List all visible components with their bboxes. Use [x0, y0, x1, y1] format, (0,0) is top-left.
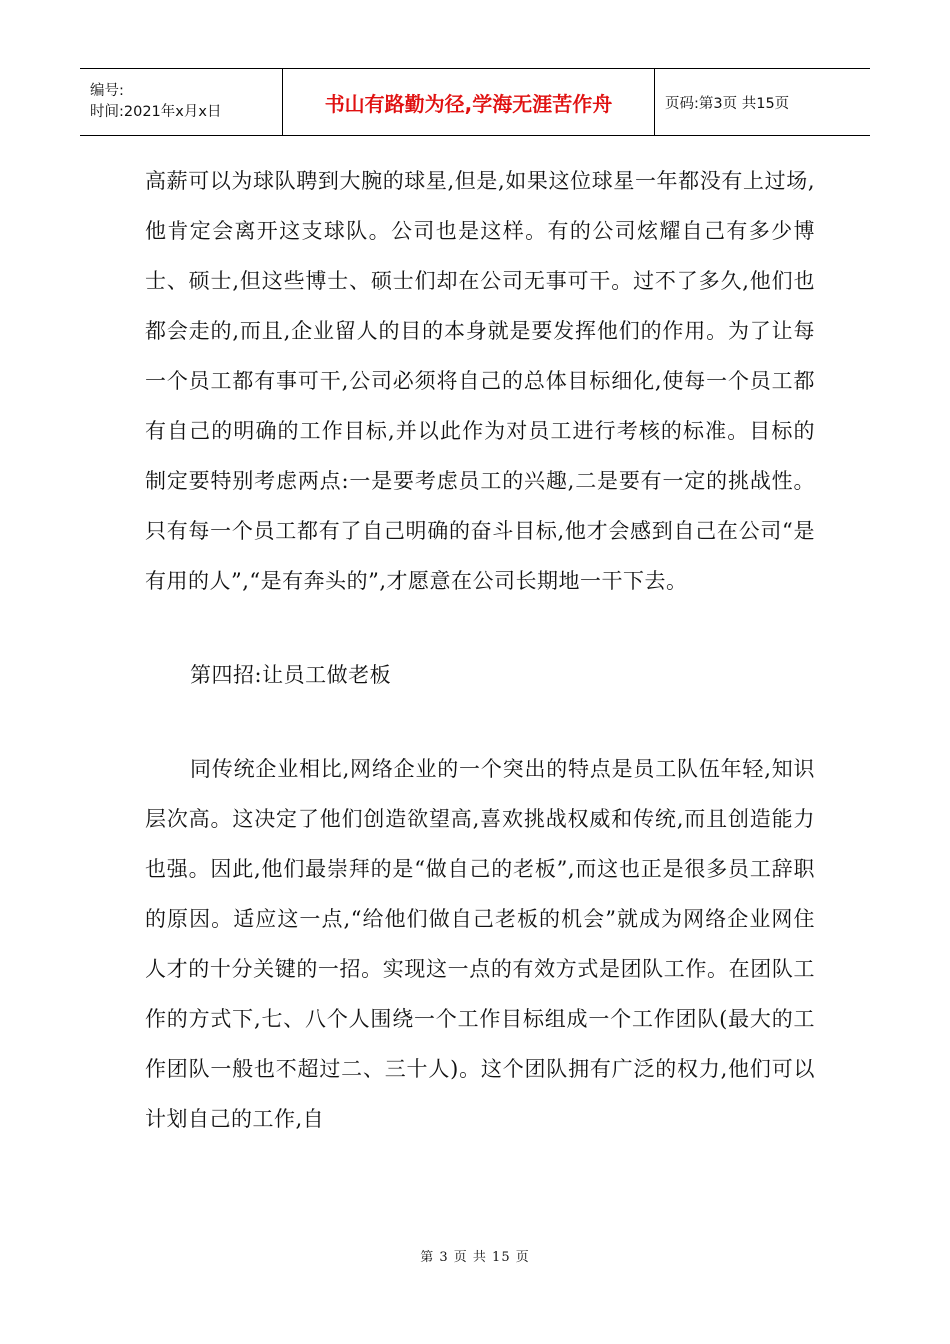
document-number-label: 编号:	[90, 83, 124, 99]
header-page-info	[655, 69, 870, 135]
document-body	[145, 156, 815, 1144]
document-date: 时间:2021年x月x日	[90, 104, 222, 120]
footer-page-number: 第 3 页 共 15 页	[420, 1250, 530, 1265]
motto-text: 书山有路勤为径,学海无涯苦作舟	[324, 91, 613, 116]
header-motto	[282, 69, 655, 135]
body-paragraph-1: 高薪可以为球队聘到大腕的球星,但是,如果这位球星一年都没有上过场,他肯定会离开这支球队。公司也是这样。有的公司炫耀自己有多少博士、硕士,但这些博士、硕士们却在公司无事可干。过不了多久,他们也都会走的,而且,企业留人的目的本身就是要发挥他们的作用。为了让每一个员工都有事可干,公司必须将自己的总体目标细化,使每一个员工都有自己的明确的工作目标,并以此作为对员工进行考核的标准。目标的制定要特别考虑两点:一是要考虑员工的兴趣,二是要有一定的挑战性。只有每一个员工都有了自己明确的奋斗目标,他才会感到自己在公司“是有用的人”,“是有奔头的”,才愿意在公司长期地一干下去。	[145, 169, 815, 593]
body-paragraph-2: 同传统企业相比,网络企业的一个突出的特点是员工队伍年轻,知识层次高。这决定了他们创造欲望高,喜欢挑战权威和传统,而且创造能力也强。因此,他们最崇拜的是“做自己的老板”,而这也正是很多员工辞职的原因。适应这一点,“给他们做自己老板的机会”就成为网络企业网住人才的十分关键的一招。实现这一点的有效方式是团队工作。在团队工作的方式下,七、八个人围绕一个工作目标组成一个工作团队(最大的工作团队一般也不超过二、三十人)。这个团队拥有广泛的权力,他们可以计划自己的工作,自	[145, 757, 815, 1131]
page-footer	[0, 1246, 950, 1265]
paragraph-gap	[145, 606, 815, 650]
paragraph-gap	[145, 700, 815, 744]
header-meta	[80, 69, 282, 135]
page-header	[80, 68, 870, 136]
section-heading: 第四招:让员工做老板	[190, 663, 392, 687]
page-info-text: 页码:第3页 共15页	[665, 95, 790, 112]
